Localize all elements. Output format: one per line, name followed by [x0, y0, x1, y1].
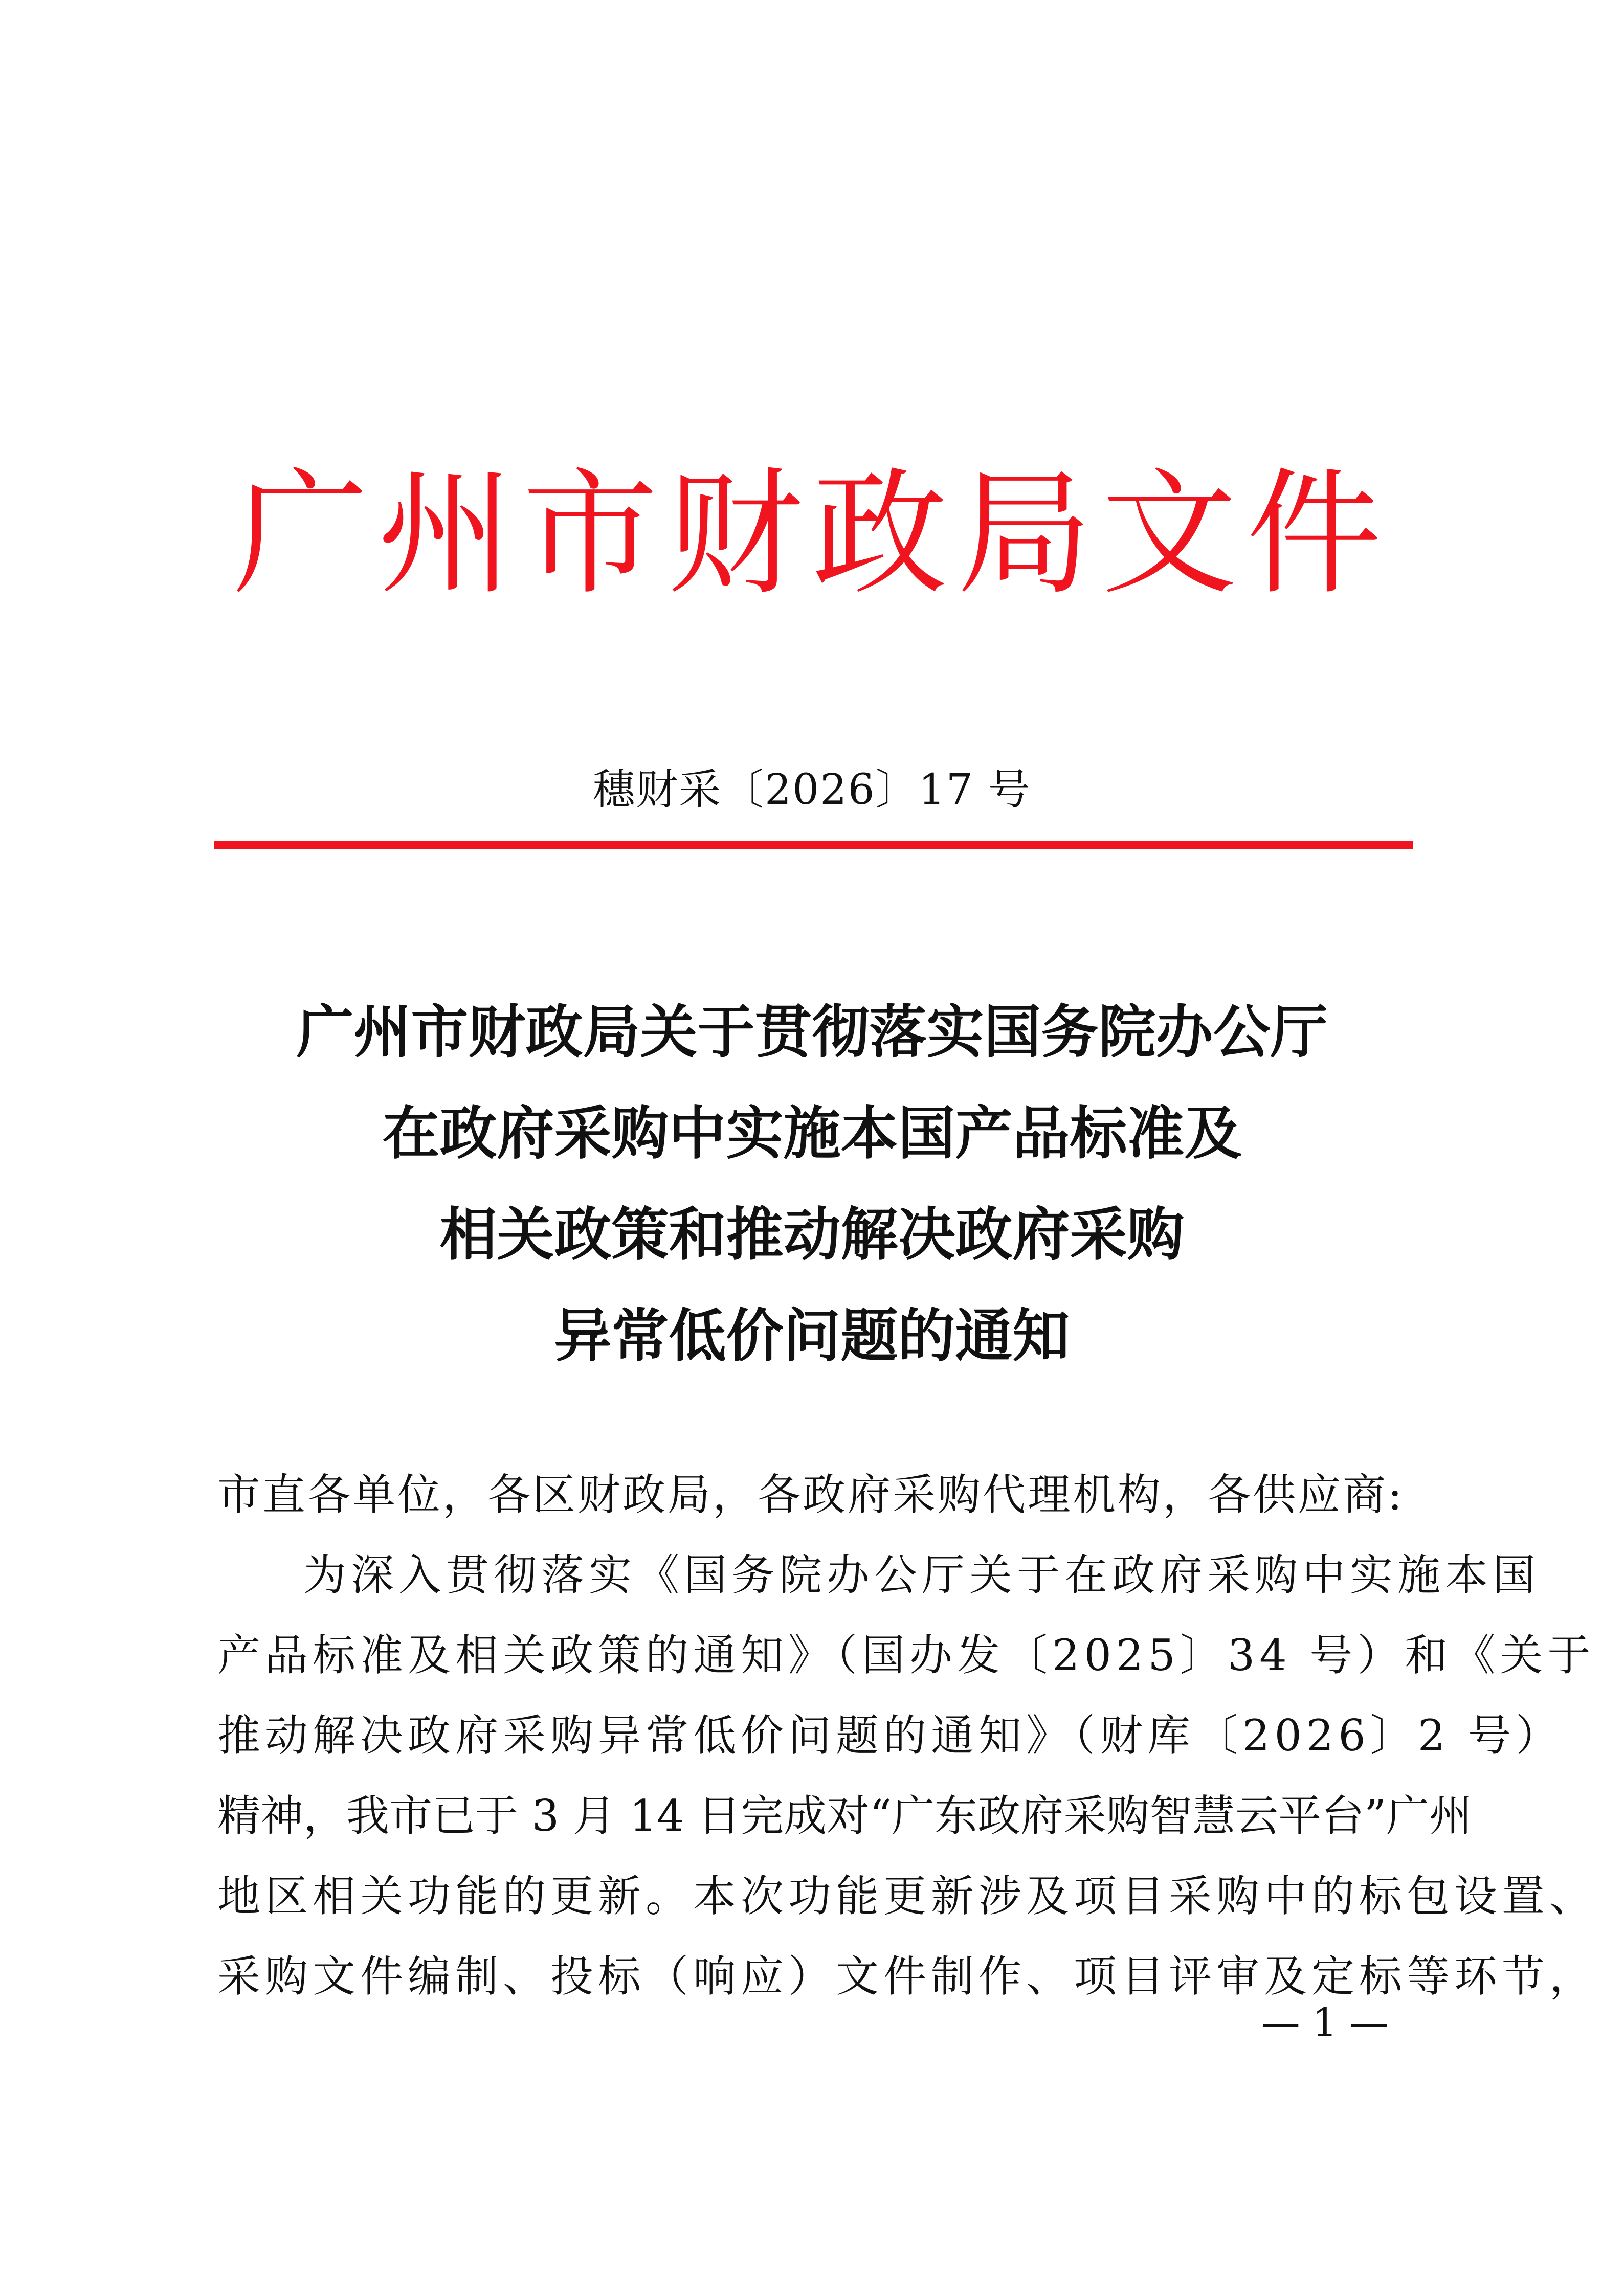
page-number: — 1 —: [1261, 1999, 1389, 2045]
salutation: 市直各单位，各区财政局，各政府采购代理机构，各供应商:: [217, 1470, 1405, 1520]
title-line: 相关政策和推动解决政府采购: [439, 1201, 1185, 1268]
title-line: 广州市财政局关于贯彻落实国务院办公厅: [296, 999, 1328, 1066]
body-line: 推动解决政府采购异常低价问题的通知》（财库〔2026〕2 号）: [217, 1710, 1563, 1761]
body-line: 为深入贯彻落实《国务院办公厅关于在政府采购中实施本国: [303, 1550, 1541, 1600]
body-line: 采购文件编制、投标（响应）文件制作、项目评审及定标等环节，: [217, 1951, 1597, 2001]
body-line: 精神，我市已于 3 月 14 日完成对“广东政府采购智慧云平台”广州: [217, 1791, 1473, 1841]
notice-title: [0, 982, 1624, 1387]
body-text: [217, 1455, 1597, 2017]
title-line: 在政府采购中实施本国产品标准及: [382, 1100, 1242, 1167]
document-number: 穗财采〔2026〕17 号: [592, 766, 1032, 814]
masthead-title: 广州市财政局文件: [233, 456, 1391, 613]
body-line: 产品标准及相关政策的通知》（国办发〔2025〕34 号）和《关于: [217, 1630, 1595, 1680]
body-line: 地区相关功能的更新。本次功能更新涉及项目采购中的标包设置、: [217, 1871, 1597, 1921]
title-line: 异常低价问题的通知: [554, 1302, 1070, 1369]
red-separator-rule: [214, 841, 1413, 849]
